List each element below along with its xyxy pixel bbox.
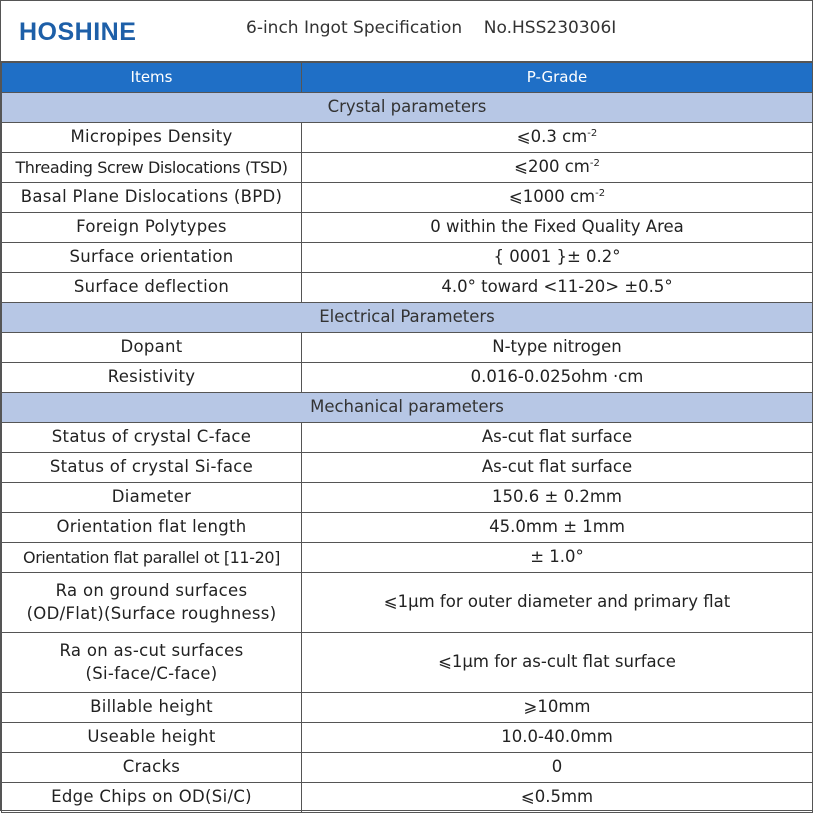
row-label-flat-parallel: Orientation flat parallel ot [11-20] [2, 543, 302, 573]
row-value-micropipes [302, 123, 813, 153]
table-row [2, 183, 813, 213]
section-title-electrical: Electrical Parameters [2, 303, 813, 333]
table-row [2, 273, 813, 303]
spec-table [1, 62, 813, 813]
row-value-useable: 10.0-40.0mm [302, 723, 813, 753]
row-value-cracks: 0 [302, 753, 813, 783]
table-row [2, 213, 813, 243]
row-value-billable: ⩾10mm [302, 693, 813, 723]
table-row [2, 363, 813, 393]
row-label-tsd: Threading Screw Dislocations (TSD) [2, 153, 302, 183]
section-title-crystal: Crystal parameters [2, 93, 813, 123]
label-line-1: Ra on as-cut surfaces [59, 641, 244, 661]
row-value-deflection: 4.0° toward <11-20> ±0.5° [302, 273, 813, 303]
table-header-row [2, 63, 813, 93]
value-exponent: -2 [595, 188, 606, 200]
row-label-si-face: Status of crystal Si-face [2, 453, 302, 483]
table-row [2, 423, 813, 453]
table-row [2, 453, 813, 483]
table-row [2, 333, 813, 363]
row-value-c-face: As-cut flat surface [302, 423, 813, 453]
row-value-ra-ground: ⩽1μm for outer diameter and primary flat [302, 573, 813, 633]
row-label-flat-length: Orientation flat length [2, 513, 302, 543]
row-label-billable: Billable height [2, 693, 302, 723]
table-row [2, 753, 813, 783]
table-row [2, 243, 813, 273]
column-header-grade: P-Grade [302, 63, 813, 93]
section-row-mechanical [2, 393, 813, 423]
value-text: ⩽1000 cm [508, 187, 596, 207]
row-value-flat-length: 45.0mm ± 1mm [302, 513, 813, 543]
row-value-dopant: N-type nitrogen [302, 333, 813, 363]
row-value-si-face: As-cut flat surface [302, 453, 813, 483]
row-value-polytypes: 0 within the Fixed Quality Area [302, 213, 813, 243]
row-label-cracks: Cracks [2, 753, 302, 783]
table-row [2, 483, 813, 513]
label-line-2: (Si-face/C-face) [85, 663, 218, 683]
row-value-resistivity: 0.016-0.025ohm ·cm [302, 363, 813, 393]
table-row [2, 153, 813, 183]
section-title-mechanical: Mechanical parameters [2, 393, 813, 423]
row-label-useable: Useable height [2, 723, 302, 753]
value-text: ⩽0.3 cm [516, 127, 588, 147]
doc-title [246, 18, 616, 38]
sheet-header [1, 1, 812, 62]
row-value-orientation: { 0001 }± 0.2° [302, 243, 813, 273]
row-label-dopant: Dopant [2, 333, 302, 363]
row-label-edge-chips: Edge Chips on OD(Si/C) [2, 783, 302, 813]
row-value-bpd [302, 183, 813, 213]
row-label-diameter: Diameter [2, 483, 302, 513]
value-exponent: -2 [587, 128, 598, 140]
table-row [2, 693, 813, 723]
spec-title: 6-inch Ingot Specification [246, 18, 463, 38]
row-label-ra-ground [2, 573, 302, 633]
row-value-diameter: 150.6 ± 0.2mm [302, 483, 813, 513]
row-value-flat-parallel: ± 1.0° [302, 543, 813, 573]
value-exponent: -2 [589, 158, 600, 170]
spec-number: No.HSS230306I [483, 18, 617, 38]
row-value-tsd [302, 153, 813, 183]
column-header-items: Items [2, 63, 302, 93]
row-label-c-face: Status of crystal C-face [2, 423, 302, 453]
row-label-resistivity: Resistivity [2, 363, 302, 393]
table-row [2, 783, 813, 813]
row-label-ra-ascut [2, 633, 302, 693]
label-line-2: (OD/Flat)(Surface roughness) [26, 603, 277, 623]
row-label-micropipes: Micropipes Density [2, 123, 302, 153]
row-value-ra-ascut: ⩽1μm for as-cult flat surface [302, 633, 813, 693]
table-row [2, 573, 813, 633]
value-text: ⩽200 cm [514, 157, 590, 177]
row-label-orientation: Surface orientation [2, 243, 302, 273]
table-row [2, 633, 813, 693]
row-value-edge-chips: ⩽0.5mm [302, 783, 813, 813]
table-row [2, 543, 813, 573]
table-row [2, 723, 813, 753]
row-label-deflection: Surface deflection [2, 273, 302, 303]
row-label-bpd: Basal Plane Dislocations (BPD) [2, 183, 302, 213]
section-row-crystal [2, 93, 813, 123]
section-row-electrical [2, 303, 813, 333]
row-label-polytypes: Foreign Polytypes [2, 213, 302, 243]
table-row [2, 123, 813, 153]
table-row [2, 513, 813, 543]
label-line-1: Ra on ground surfaces [55, 581, 248, 601]
brand-logo: HOSHINE [19, 18, 137, 46]
